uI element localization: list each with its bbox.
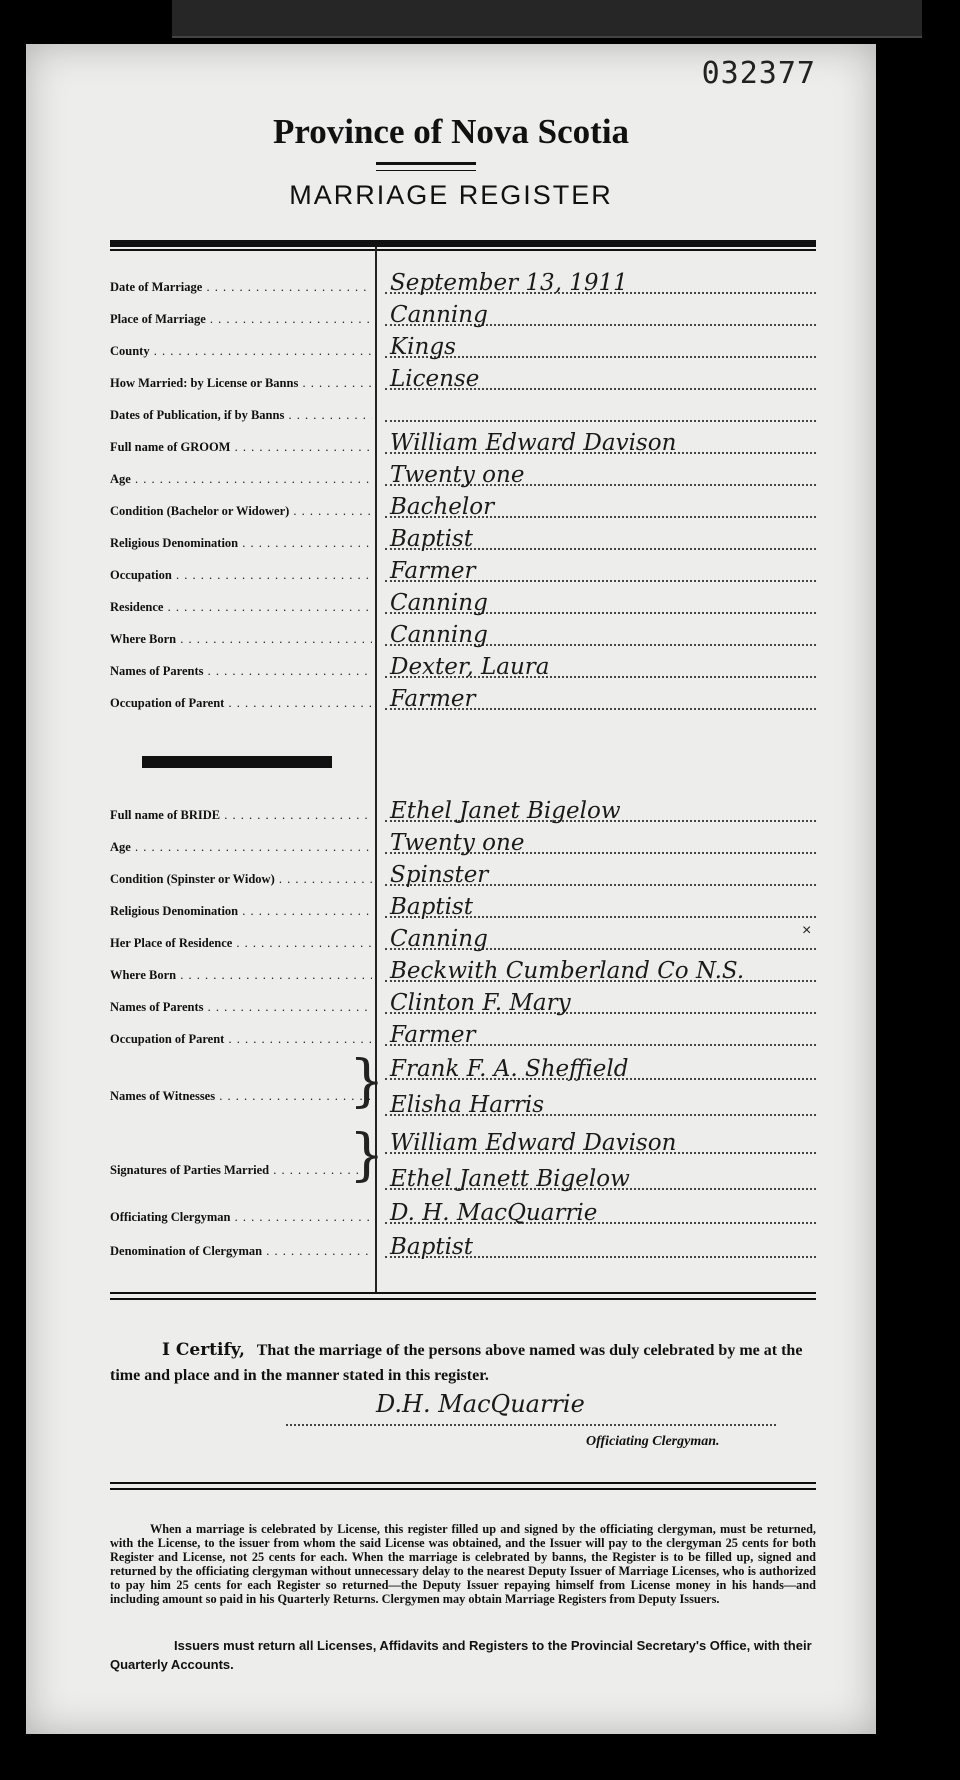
signature-value: William Edward Davison xyxy=(390,1130,677,1156)
field-row xyxy=(110,986,816,1018)
section-rule xyxy=(110,1488,816,1490)
section-rule xyxy=(110,1298,816,1300)
page-subtitle: MARRIAGE REGISTER xyxy=(289,180,613,210)
signature-caption: Officiating Clergyman. xyxy=(586,1434,720,1449)
signature-value: Ethel Janett Bigelow xyxy=(390,1166,630,1192)
field-row xyxy=(110,426,816,458)
field-row xyxy=(110,890,816,922)
field-label: Condition (Bachelor or Widower) . . . xyxy=(110,504,372,519)
field-row xyxy=(110,954,816,986)
field-value: Bachelor xyxy=(390,494,495,520)
field-value: Farmer xyxy=(390,686,476,712)
field-row xyxy=(110,1018,816,1050)
field-row xyxy=(110,362,816,394)
scanner-tape xyxy=(172,0,922,38)
field-label: Condition (Spinster or Widow) . . . xyxy=(110,872,372,887)
field-row xyxy=(110,554,816,586)
witness-row xyxy=(110,1052,816,1084)
field-value: Beckwith Cumberland Co N.S. xyxy=(390,958,745,984)
witness-value: Elisha Harris xyxy=(390,1092,545,1118)
field-value: Farmer xyxy=(390,1022,476,1048)
field-label: Occupation of Parent . . . xyxy=(110,696,372,711)
brace-icon: } xyxy=(349,1049,385,1114)
signatures-label: Signatures of Parties Married . . . xyxy=(110,1163,372,1178)
field-value: Baptist xyxy=(390,1234,473,1260)
signature-line xyxy=(286,1424,776,1426)
field-value: Twenty one xyxy=(390,830,525,856)
field-value: Kings xyxy=(390,334,456,360)
field-row xyxy=(110,298,816,330)
field-value: Ethel Janet Bigelow xyxy=(390,798,621,824)
certify-text: That the marriage of the persons above named was duly celebrated by me at the time and place and in the manner stated in this register. xyxy=(110,1342,803,1384)
field-label: Religious Denomination . . . xyxy=(110,536,372,551)
register-page xyxy=(26,44,876,1734)
field-value: William Edward Davison xyxy=(390,430,677,456)
field-row xyxy=(110,858,816,890)
field-label: Full name of GROOM . . . xyxy=(110,440,372,455)
field-label: Denomination of Clergyman . . . xyxy=(110,1244,372,1259)
field-row xyxy=(110,586,816,618)
field-label: Names of Parents . . . xyxy=(110,664,372,679)
field-value: Canning xyxy=(390,590,488,616)
field-row xyxy=(110,522,816,554)
field-value: Canning xyxy=(390,302,488,328)
page-title: Province of Nova Scotia xyxy=(272,112,630,151)
brace-icon: } xyxy=(349,1123,385,1188)
field-label: Where Born . . . xyxy=(110,968,372,983)
header-rule-thin xyxy=(110,249,816,251)
field-row xyxy=(110,682,816,714)
field-row xyxy=(110,330,816,362)
witnesses-label: Names of Witnesses . . . xyxy=(110,1089,372,1104)
signature-row xyxy=(110,1126,816,1158)
field-value: Baptist xyxy=(390,526,473,552)
title-rule xyxy=(376,162,476,171)
field-value: Clinton F. Mary xyxy=(390,990,571,1016)
field-label: Age . . . xyxy=(110,840,372,855)
field-label: Her Place of Residence . . . xyxy=(110,936,372,951)
field-value: Baptist xyxy=(390,894,473,920)
instructions-notice: When a marriage is celebrated by License, this register filled up and signed by the officiating clergyman, must be returned, with the License, to the issuer from whom the said License was obtained, and the Issuer will pay to the clergyman 25 cents for both Register and License, not 25 cents for each. When the marriage is celebrated by banns, the Register is to be filled up, signed and returned by the officiating clergyman without unnecessary delay to the nearest Deputy Issuer of Marriage Licenses, who is authorized to pay him 25 cents for each Register so returned—the Deputy Issuer repaying himself from License money in his hands—and including amount so paid in his Quarterly Returns. Clergymen may obtain Marriage Registers from Deputy Issuers. xyxy=(110,1522,816,1606)
field-value: Spinster xyxy=(390,862,489,888)
section-rule xyxy=(110,1292,816,1294)
field-label: Occupation . . . xyxy=(110,568,372,583)
field-row xyxy=(110,394,816,426)
certify-heading: I Certify, xyxy=(162,1340,245,1360)
field-value: License xyxy=(390,366,480,392)
witness-value: Frank F. A. Sheffield xyxy=(390,1056,629,1082)
field-label: Officiating Clergyman . . . xyxy=(110,1210,372,1225)
field-label: Where Born . . . xyxy=(110,632,372,647)
signature-row xyxy=(110,1162,816,1194)
field-value: Canning xyxy=(390,926,488,952)
field-label: Dates of Publication, if by Banns . . . xyxy=(110,408,372,423)
section-rule xyxy=(110,1482,816,1484)
certify-statement xyxy=(110,1338,816,1388)
witness-row xyxy=(110,1088,816,1120)
field-row xyxy=(110,922,816,954)
field-row xyxy=(110,794,816,826)
field-row xyxy=(110,650,816,682)
field-label: County . . . xyxy=(110,344,372,359)
document-number: 032377 xyxy=(701,56,816,91)
field-value: Twenty one xyxy=(390,462,525,488)
field-label: Religious Denomination . . . xyxy=(110,904,372,919)
field-row xyxy=(110,618,816,650)
field-value: September 13, 1911 xyxy=(390,270,628,296)
field-row xyxy=(110,1196,816,1228)
field-row xyxy=(110,826,816,858)
field-value: Farmer xyxy=(390,558,476,584)
field-label: Residence . . . xyxy=(110,600,372,615)
field-label: Age . . . xyxy=(110,472,372,487)
field-label: Full name of BRIDE . . . xyxy=(110,808,372,823)
field-label: Date of Marriage . . . xyxy=(110,280,372,295)
field-value: Canning xyxy=(390,622,488,648)
x-mark: × xyxy=(802,922,812,939)
field-value: D. H. MacQuarrie xyxy=(390,1200,598,1226)
field-label: Names of Parents . . . xyxy=(110,1000,372,1015)
field-row xyxy=(110,266,816,298)
field-row xyxy=(110,458,816,490)
field-row xyxy=(110,490,816,522)
field-value: Dexter, Laura xyxy=(390,654,550,680)
section-separator xyxy=(142,756,332,768)
field-label: How Married: by License or Banns . . . xyxy=(110,376,372,391)
field-row xyxy=(110,1230,816,1262)
field-label: Occupation of Parent . . . xyxy=(110,1032,372,1047)
issuers-notice: Issuers must return all Licenses, Affidavits and Registers to the Provincial Secretary's Office, with their Quarterly Accounts. xyxy=(110,1638,812,1672)
header-rule xyxy=(110,240,816,247)
field-label: Place of Marriage . . . xyxy=(110,312,372,327)
clergy-signature: D.H. MacQuarrie xyxy=(376,1390,585,1418)
